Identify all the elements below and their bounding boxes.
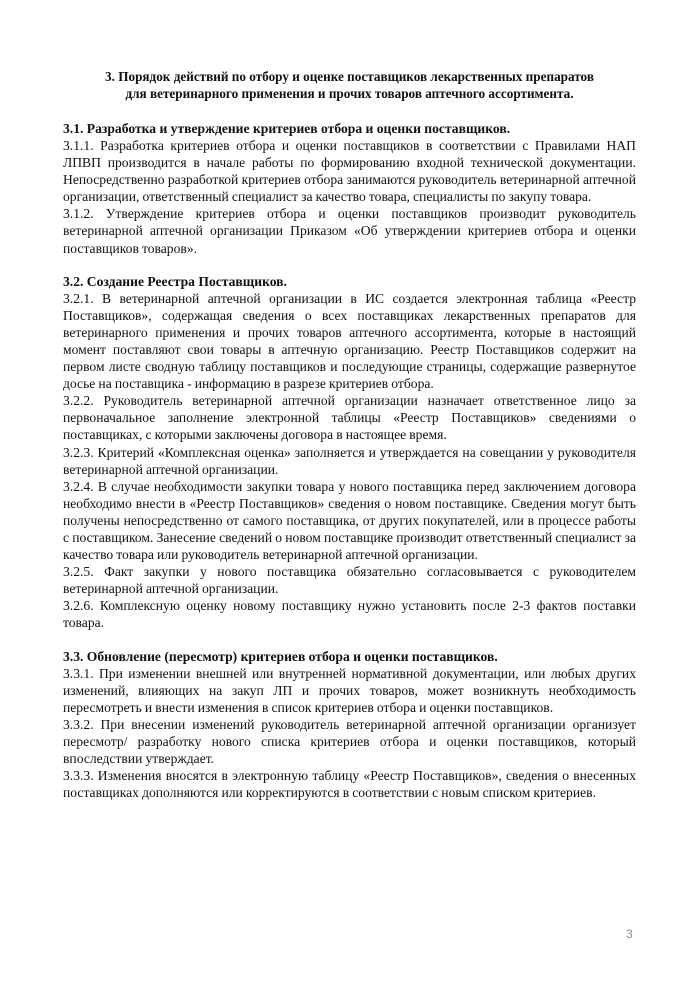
section-3-2 (63, 273, 636, 632)
section-3-1 (63, 120, 636, 257)
title-line-1: 3. Порядок действий по отбору и оценке поставщиков лекарственных препаратов (105, 69, 594, 84)
page-number: 3 (626, 927, 633, 941)
title-line-2: для ветеринарного применения и прочих товаров аптечного ассортимента. (125, 86, 574, 101)
section-title: 3.1. Разработка и утверждение критериев отбора и оценки поставщиков. (63, 121, 511, 136)
paragraph-3-3-1: 3.3.1. При изменении внешней или внутренней нормативной документации, или любых других изменений, влияющих на закуп ЛП и прочих товаров, может возникнуть необходимость пересмотреть и внести изменения в список критериев отбора и оценки поставщиков. (63, 665, 636, 715)
paragraph-3-2-2: 3.2.2. Руководитель ветеринарной аптечной организации назначает ответственное лицо за первоначальное заполнение электронной таблицы «Реестр Поставщиков» сведениями о поставщиках, с которыми заключены договора в настоящее время. (63, 393, 636, 443)
document-page (63, 68, 636, 801)
section-title: 3.3. Обновление (пересмотр) критериев отбора и оценки поставщиков. (63, 648, 498, 664)
paragraph-3-1-2: 3.1.2. Утверждение критериев отбора и оценки поставщиков производит руководитель ветеринарной аптечной организации Приказом «Об утверждении критериев отбора и оценки поставщиков товаров». (63, 206, 636, 256)
paragraph-3-3-3: 3.3.3. Изменения вносятся в электронную таблицу «Реестр Поставщиков», сведения о внесенных поставщиках дополняются или корректируются в соответствии с новым списком критериев. (63, 768, 636, 801)
document-title (63, 68, 636, 102)
section-title: 3.2. Создание Реестра Поставщиков. (63, 273, 287, 289)
paragraph-3-2-4: 3.2.4. В случае необходимости закупки товара у нового поставщика перед заключением договора необходимо внести в «Реестр Поставщиков» сведения о новом поставщике. Сведения могут быть получены непосредственно от самого поставщика, от других покупателей, или в процессе работы с поставщиком. Занесение сведений о новом поставщике производит ответственный специалист за качество товара или руководитель ветеринарной аптечной организации. (63, 478, 636, 563)
paragraph-3-2-6: 3.2.6. Комплексную оценку новому поставщику нужно установить после 2-3 фактов поставки товара. (63, 598, 636, 631)
paragraph-3-2-1: 3.2.1. В ветеринарной аптечной организации в ИС создается электронная таблица «Реестр Поставщиков», содержащая сведения о всех поставщиках лекарственных препаратов для ветеринарного применения и прочих товаров аптечного ассортимента, которые в настоящий момент поставляют свои товары в аптечную организацию. Реестр Поставщиков содержит на первом листе сводную таблицу поставщиков и последующие страницы, содержащие развернутое досье на поставщика - информацию в разрезе критериев отбора. (63, 290, 636, 392)
paragraph-3-2-5: 3.2.5. Факт закупки у нового поставщика обязательно согласовывается с руководителем ветеринарной аптечной организации. (63, 564, 636, 597)
paragraph-3-1-1: 3.1.1. Разработка критериев отбора и оценки поставщиков в соответствии с Правилами НАП ЛПВП производится в начале работы по формированию входной технической документации. Непосредственно разработкой критериев отбора занимаются руководитель ветеринарной аптечной организации, ответственный специалист за качество товара, специалисты по закупу товара. (63, 138, 636, 205)
section-3-3 (63, 648, 636, 802)
paragraph-3-3-2: 3.3.2. При внесении изменений руководитель ветеринарной аптечной организации организует пересмотр/ разработку нового списка критериев отбора и оценки поставщиков, который впоследствии утверждает. (63, 716, 636, 766)
paragraph-3-2-3: 3.2.3. Критерий «Комплексная оценка» заполняется и утверждается на совещании у руководителя ветеринарной аптечной организации. (63, 444, 636, 477)
